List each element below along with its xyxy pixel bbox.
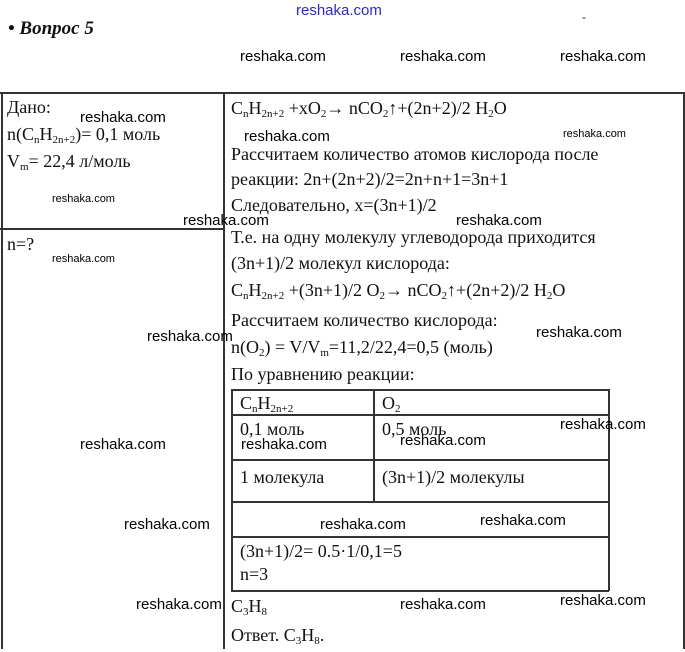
dash-mark: - [582, 10, 586, 24]
inner-cell: 1 молекула [240, 467, 325, 487]
watermark: reshaka.com [480, 512, 566, 529]
inner-table-row-line [231, 459, 609, 461]
watermark: reshaka.com [240, 48, 326, 65]
find-label: n=? [7, 234, 35, 254]
hdr-sub: n [252, 403, 258, 415]
inner-table-top [231, 389, 609, 391]
hdr-sub: 2n+2 [270, 403, 294, 415]
eq-sub: n [243, 108, 249, 120]
inner-cell: 0,5 моль [382, 419, 447, 439]
answer-line [231, 624, 324, 652]
watermark: reshaka.com [536, 324, 622, 341]
answer-sub: 3 [295, 635, 302, 647]
watermark: reshaka.com [241, 436, 327, 453]
inner-table-row-line [231, 501, 609, 503]
inner-header-hydrocarbon [240, 392, 293, 420]
watermark: reshaka.com [80, 109, 166, 126]
solution-line: Следовательно, x=(3n+1)/2 [231, 195, 437, 215]
inner-table-bottom [231, 590, 609, 592]
given-molar-volume [7, 150, 131, 178]
site-watermark-top: reshaka.com [296, 2, 382, 19]
answer-part: H [301, 625, 315, 645]
given-vm-sub: m [20, 161, 29, 173]
given-label: Дано: [7, 97, 51, 117]
formula-part: C [231, 596, 244, 616]
answer-part: . [319, 625, 325, 645]
table-left-border [1, 92, 3, 649]
solution-line: Рассчитаем количество атомов кислорода после [231, 144, 599, 164]
answer-part: Ответ. C [231, 625, 296, 645]
formula-sub: 8 [261, 606, 268, 618]
column-divider [223, 92, 225, 649]
final-formula [231, 595, 267, 623]
given-vm-part: V [7, 151, 20, 171]
given-amount-part: )= 0,1 моль [75, 124, 161, 144]
watermark: reshaka.com [400, 596, 486, 613]
given-amount-sub: 2n+2 [52, 134, 76, 146]
inner-header-oxygen [382, 392, 401, 420]
o2-part: n(O [231, 337, 259, 357]
inner-table-mid [373, 389, 375, 502]
watermark: reshaka.com [563, 128, 626, 140]
eq-sub: n [243, 290, 249, 302]
reaction-equation-1 [231, 97, 507, 125]
inner-result: n=3 [240, 564, 269, 584]
inner-calc: (3n+1)/2= 0.5·1/0,1=5 [240, 541, 402, 561]
table-top-border [0, 92, 685, 94]
o2-part: =11,2/22,4=0,5 (моль) [328, 337, 493, 357]
eq-sub: 2 [441, 290, 448, 302]
inner-table-row-line [231, 536, 609, 538]
eq-part: O [493, 98, 507, 118]
watermark: reshaka.com [560, 48, 646, 65]
given-amount-sub: n [34, 134, 40, 146]
given-amount [7, 123, 160, 151]
watermark: reshaka.com [560, 592, 646, 609]
reaction-equation-2 [231, 279, 565, 307]
watermark: reshaka.com [147, 328, 233, 345]
inner-cell: 0,1 моль [240, 419, 305, 439]
o2-part: ) = V/V [264, 337, 321, 357]
solution-line: (3n+1)/2 молекул кислорода: [231, 253, 450, 273]
eq-part: H [248, 98, 262, 118]
watermark: reshaka.com [52, 253, 115, 265]
watermark: reshaka.com [320, 516, 406, 533]
hdr-part: O [382, 393, 395, 413]
formula-part: H [248, 596, 262, 616]
table-right-border [683, 92, 685, 649]
watermark: reshaka.com [560, 416, 646, 433]
hdr-part: C [240, 393, 253, 413]
eq-part: C [231, 280, 244, 300]
given-amount-part: n(C [7, 124, 34, 144]
eq-part: O [552, 280, 566, 300]
watermark: reshaka.com [124, 516, 210, 533]
eq-part: C [231, 98, 244, 118]
watermark: reshaka.com [400, 432, 486, 449]
solution-line: По уравнению реакции: [231, 364, 415, 384]
eq-sub: 2n+2 [261, 290, 285, 302]
hdr-sub: 2 [395, 403, 401, 415]
watermark: reshaka.com [136, 596, 222, 613]
given-vm-part: = 22,4 л/моль [28, 151, 131, 171]
o2-sub: 2 [259, 347, 265, 359]
eq-part: → nCO [385, 280, 442, 300]
watermark: reshaka.com [244, 128, 330, 145]
answer-sub: 8 [314, 635, 320, 647]
eq-sub: 2n+2 [261, 108, 285, 120]
eq-sub: 2 [546, 290, 553, 302]
watermark: reshaka.com [80, 436, 166, 453]
eq-sub: 2 [488, 108, 494, 120]
eq-sub: 2 [382, 108, 389, 120]
oxygen-amount-line [231, 336, 493, 364]
eq-sub: 2 [379, 290, 386, 302]
eq-part: ↑+(2n+2)/2 H [447, 280, 547, 300]
solution-line: Т.е. на одну молекулу углеводорода приходится [231, 227, 596, 247]
eq-part: +(3n+1)/2 O [284, 280, 380, 300]
inner-table-left [231, 389, 233, 591]
eq-part: +xO [284, 98, 321, 118]
o2-sub: m [320, 347, 329, 359]
eq-part: ↑+(2n+2)/2 H [388, 98, 489, 118]
formula-sub: 3 [243, 606, 249, 618]
hdr-part: H [257, 393, 271, 413]
watermark: reshaka.com [52, 193, 115, 205]
solution-line: Рассчитаем количество кислорода: [231, 310, 498, 330]
watermark: reshaka.com [183, 212, 269, 229]
eq-sub: 2 [320, 108, 327, 120]
solution-line: реакции: 2n+(2n+2)/2=2n+n+1=3n+1 [231, 169, 509, 189]
inner-cell: (3n+1)/2 молекулы [382, 467, 525, 487]
watermark: reshaka.com [400, 48, 486, 65]
question-title: • Вопрос 5 [8, 18, 94, 39]
given-amount-part: H [39, 124, 53, 144]
watermark: reshaka.com [456, 212, 542, 229]
eq-part: → nCO [326, 98, 383, 118]
eq-part: H [248, 280, 262, 300]
